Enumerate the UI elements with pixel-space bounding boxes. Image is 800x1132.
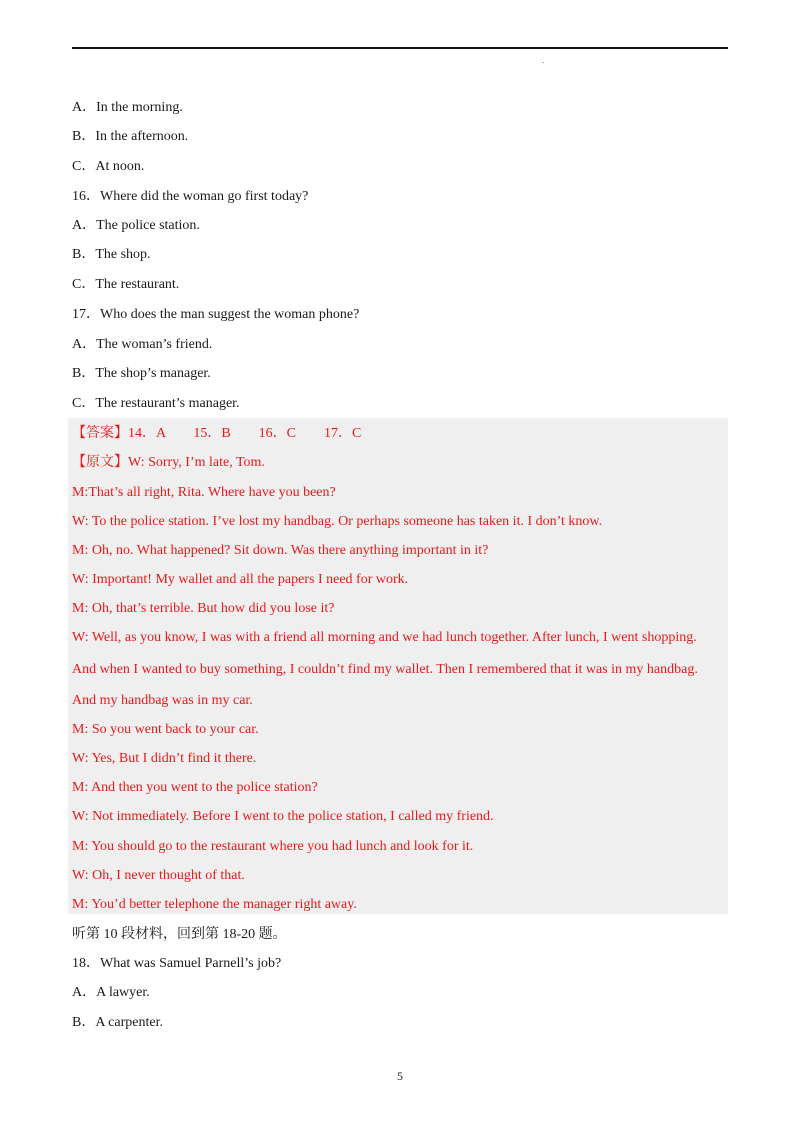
option-17-a: A．The woman’s friend. xyxy=(72,337,213,352)
option-18-b: B．A carpenter. xyxy=(72,1015,163,1030)
option-18-a: A．A lawyer. xyxy=(72,985,150,1000)
transcript-line: M: Oh, no. What happened? Sit down. Was there anything important in it? xyxy=(72,543,489,558)
transcript-line: W: Oh, I never thought of that. xyxy=(72,868,245,883)
header-mark: . xyxy=(542,56,544,65)
transcript-line: M: You’d better telephone the manager right away. xyxy=(72,897,357,912)
section-instruction: 听第 10 段材料，回到第 18-20 题。 xyxy=(72,927,287,942)
header-rule xyxy=(72,47,728,49)
transcript-line: W: Yes, But I didn’t find it there. xyxy=(72,751,257,766)
answer-values: 14．A 15．B 16．C 17．C xyxy=(128,426,362,441)
transcript-line: And my handbag was in my car. xyxy=(72,693,253,708)
option-15-a: A．In the morning. xyxy=(72,100,183,115)
answer-label: 【答案】 xyxy=(72,426,128,441)
option-15-c: C．At noon. xyxy=(72,159,145,174)
page-number: 5 xyxy=(397,1069,403,1083)
transcript-line: M: You should go to the restaurant where you had lunch and look for it. xyxy=(72,839,474,854)
transcript-line: M: So you went back to your car. xyxy=(72,722,259,737)
question-16: 16．Where did the woman go first today? xyxy=(72,189,309,204)
transcript-label: 【原文】 xyxy=(72,455,128,470)
option-17-c: C．The restaurant’s manager. xyxy=(72,396,240,411)
option-17-b: B．The shop’s manager. xyxy=(72,366,211,381)
transcript-first-line xyxy=(72,454,265,472)
question-17: 17．Who does the man suggest the woman phone? xyxy=(72,307,360,322)
option-16-a: A．The police station. xyxy=(72,218,200,233)
transcript-line: W: Not immediately. Before I went to the police station, I called my friend. xyxy=(72,809,494,824)
transcript-line: M: Oh, that’s terrible. But how did you lose it? xyxy=(72,601,335,616)
answer-line xyxy=(72,425,361,443)
transcript-line: M:That’s all right, Rita. Where have you been? xyxy=(72,485,336,500)
transcript-line: M: And then you went to the police station? xyxy=(72,780,318,795)
transcript-line: And when I wanted to buy something, I couldn’t find my wallet. Then I remembered that it was in my handbag. xyxy=(72,662,698,677)
transcript-line: W: Well, as you know, I was with a friend all morning and we had lunch together. After lunch, I went shopping. xyxy=(72,630,697,645)
option-15-b: B．In the afternoon. xyxy=(72,129,189,144)
option-16-b: B．The shop. xyxy=(72,247,151,262)
transcript-line: W: Important! My wallet and all the papers I need for work. xyxy=(72,572,409,587)
option-16-c: C．The restaurant. xyxy=(72,277,180,292)
transcript-line: W: To the police station. I’ve lost my handbag. Or perhaps someone has taken it. I don’t know. xyxy=(72,514,603,529)
question-18: 18．What was Samuel Parnell’s job? xyxy=(72,956,282,971)
transcript-line: W: Sorry, I’m late, Tom. xyxy=(128,455,265,470)
